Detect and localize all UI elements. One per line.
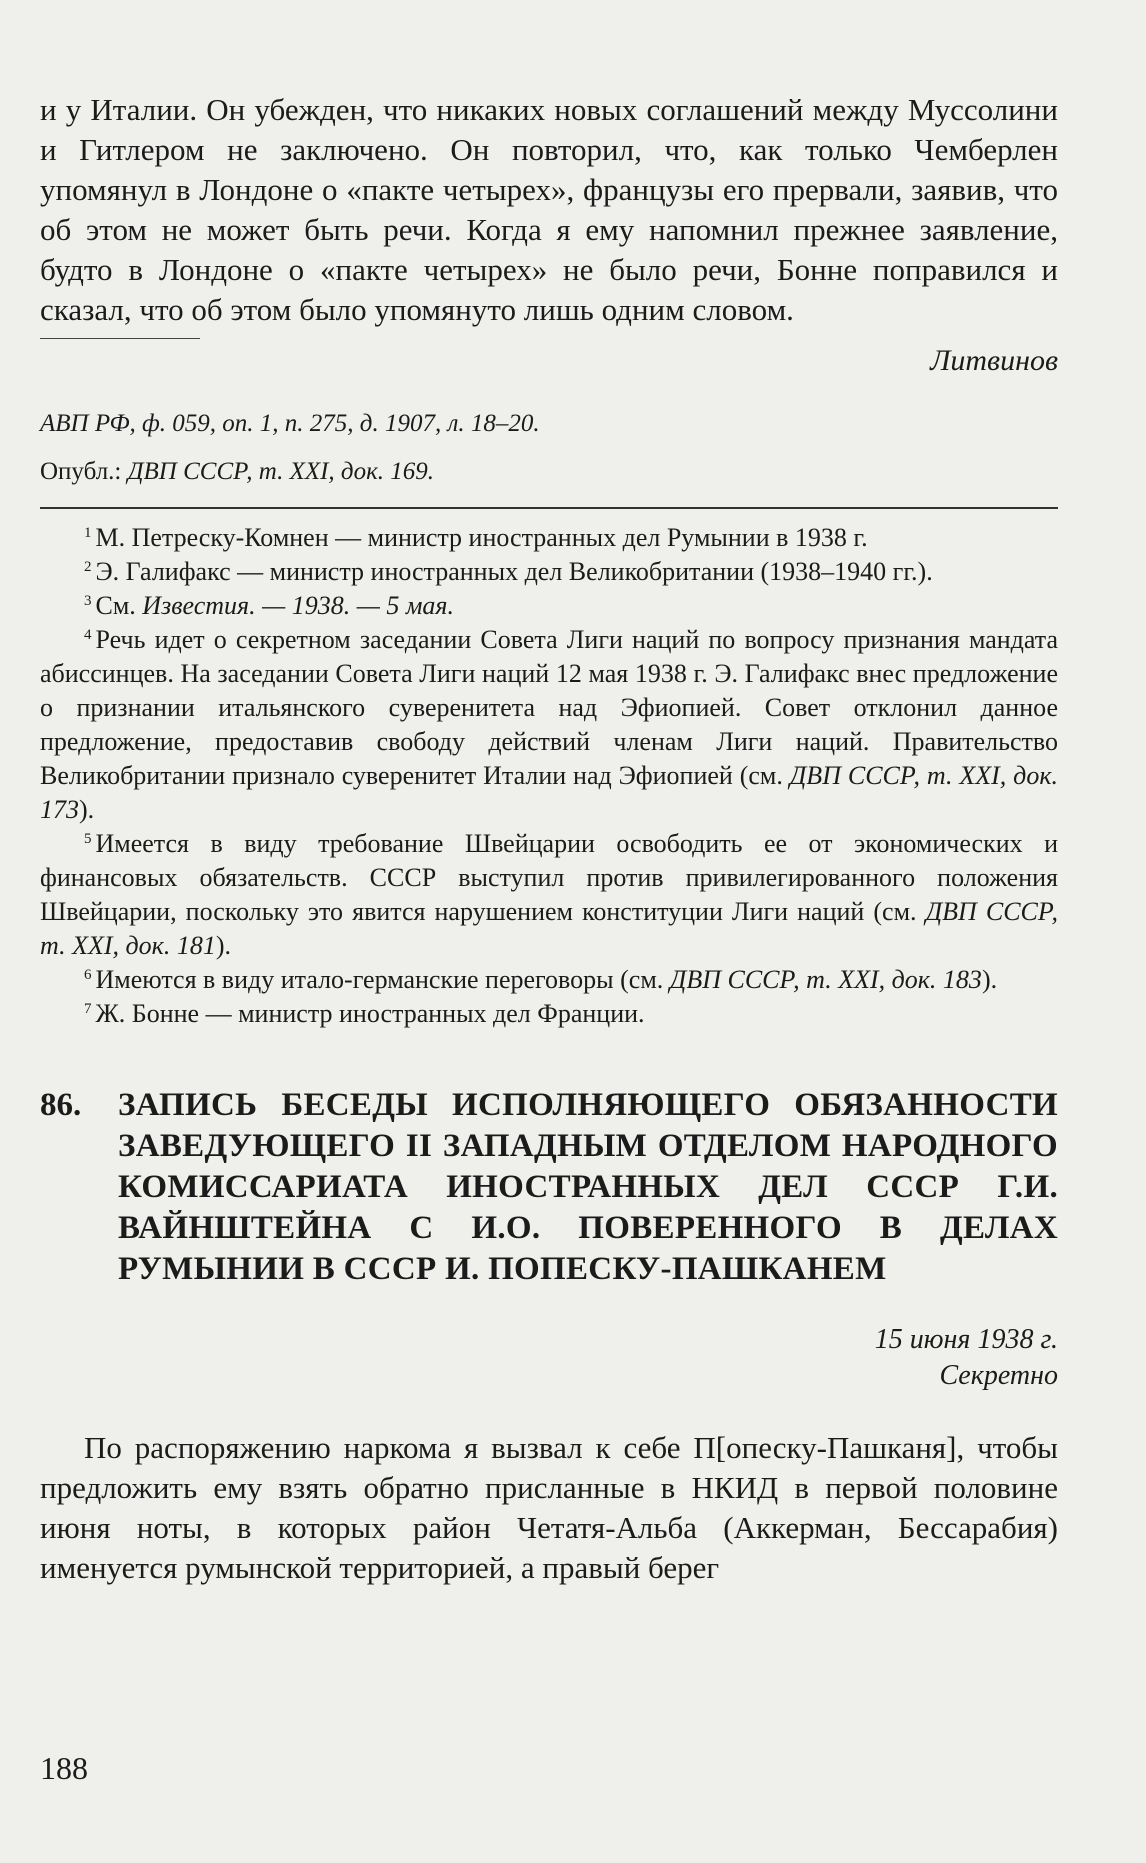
document-number: 86. — [40, 1087, 82, 1123]
footnote-text: Имеется в виду требование Швейцарии освободить ее от экономических и финансовых обязательств. СССР выступил против привилегированного положения Швейцарии, поскольку это явится нарушением конституции Лиги наций (см. — [40, 829, 1058, 926]
footnote-7 — [40, 997, 1058, 1031]
footnote-citation: ДВП СССР, т. XXI, док. 183 — [669, 965, 982, 994]
footnote-3 — [40, 589, 1058, 623]
footnote-text: Ж. Бонне — министр иностранных дел Франции. — [95, 999, 645, 1028]
publication-reference — [40, 455, 1058, 489]
page-content — [40, 90, 1058, 1588]
signature: Литвинов — [930, 344, 1058, 377]
footnote-text-end: ). — [215, 931, 232, 960]
document-title: ЗАПИСЬ БЕСЕДЫ ИСПОЛНЯЮЩЕГО ОБЯЗАННОСТИ ЗАВЕДУЮЩЕГО II ЗАПАДНЫМ ОТДЕЛОМ НАРОДНОГО КОМИССАРИАТА ИНОСТРАННЫХ ДЕЛ СССР Г.И. ВАЙНШТЕЙНА С И.О. ПОВЕРЕННОГО В ДЕЛАХ РУМЫНИИ В СССР И. ПОПЕСКУ-ПАШКАНЕМ — [118, 1087, 1058, 1287]
document-classification: Секретно — [939, 1360, 1058, 1391]
footnote-text-end: ). — [981, 965, 998, 994]
footnote-4 — [40, 623, 1058, 827]
signature-divider — [40, 338, 200, 339]
footnote-citation: ДВП СССР, т. XXI, док. 173 — [40, 761, 1058, 824]
document-body: По распоряжению наркома я вызвал к себе П[опеску-Пашканя], чтобы предложить ему взять обратно присланные в НКИД в первой половине июня ноты, в которых район Четатя-Альба (Аккерман, Бессарабия) именуется румынской территорией, а правый берег — [40, 1430, 1058, 1585]
footnote-number: 1 — [84, 525, 92, 541]
footnote-6 — [40, 963, 1058, 997]
document-date: 15 июня 1938 г. — [874, 1324, 1058, 1355]
footnote-number: 7 — [84, 1001, 92, 1017]
footnote-number: 2 — [84, 559, 92, 575]
footnote-text-end: ). — [79, 795, 95, 824]
footnotes — [40, 521, 1058, 1031]
footnote-number: 3 — [84, 593, 92, 609]
footnote-5 — [40, 827, 1058, 963]
footnote-number: 4 — [84, 627, 92, 643]
footnote-1 — [40, 521, 1058, 555]
publication-source: ДВП СССР, т. XXI, док. 169. — [127, 458, 435, 485]
footnote-text: Э. Галифакс — министр иностранных дел Великобритании (1938–1940 гг.). — [95, 557, 933, 586]
continuation-paragraph: и у Италии. Он убежден, что никаких новых соглашений между Муссолини и Гитлером не заключено. Он повторил, что, как только Чемберлен упомянул в Лондоне о «пакте четырех», французы его прервали, заявив, что об этом не может быть речи. Когда я ему напомнил прежнее заявление, будто в Лондоне о «пакте четырех» не было речи, Бонне поправился и сказал, что об этом было упомянуто лишь одним словом. — [40, 92, 1058, 327]
footnote-citation: Известия. — 1938. — 5 мая. — [142, 591, 455, 620]
archive-reference: АВП РФ, ф. 059, оп. 1, п. 275, д. 1907, л. 18–20. — [40, 410, 540, 437]
publication-label: Опубл.: — [40, 458, 122, 485]
footnote-number: 6 — [84, 967, 92, 983]
footnote-2 — [40, 555, 1058, 589]
document-header — [40, 1085, 1058, 1290]
footnote-text: Имеются в виду итало-германские переговоры (см. — [95, 965, 670, 994]
footnote-text: См. — [95, 591, 143, 620]
footnotes-divider — [40, 507, 1058, 509]
page-number: 188 — [40, 1750, 88, 1786]
footnote-text: Речь идет о секретном заседании Совета Лиги наций по вопросу признания мандата абиссинцев. На заседании Совета Лиги наций 12 мая 1938 г. Э. Галифакс внес предложение о признании итальянского суверенитета над Эфиопией. Совет отклонил данное предложение, предоставив свободу действий членам Лиги наций. Правительство Великобритании признало суверенитет Италии над Эфиопией (см. — [40, 625, 1058, 790]
footnote-number: 5 — [84, 831, 92, 847]
footnote-citation: ДВП СССР, т. XXI, док. 181 — [40, 897, 1058, 960]
footnote-text: М. Петреску-Комнен — министр иностранных дел Румынии в 1938 г. — [95, 523, 868, 552]
